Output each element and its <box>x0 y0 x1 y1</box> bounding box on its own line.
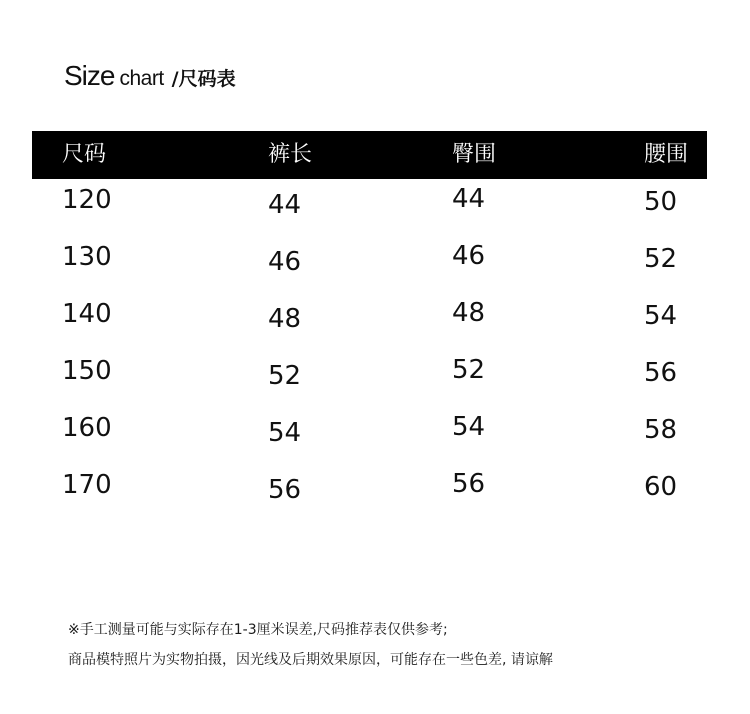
footnotes <box>68 620 728 680</box>
cell-pants-length: 46 <box>268 247 302 277</box>
cell-hip: 44 <box>452 184 486 214</box>
table-row <box>32 464 707 521</box>
cell-hip: 46 <box>452 241 486 271</box>
header-pants-length: 裤长 <box>268 142 313 167</box>
header-size: 尺码 <box>62 142 107 167</box>
cell-size: 130 <box>62 242 112 272</box>
cell-hip: 56 <box>452 469 486 499</box>
cell-waist: 50 <box>644 187 678 217</box>
cell-hip: 52 <box>452 355 486 385</box>
table-row <box>32 236 707 293</box>
cell-waist: 58 <box>644 415 678 445</box>
cell-pants-length: 52 <box>268 361 302 391</box>
cell-waist: 54 <box>644 301 678 331</box>
cell-waist: 52 <box>644 244 678 274</box>
title-chinese: /尺码表 <box>171 68 236 90</box>
title-chart-word: chart <box>119 67 164 90</box>
cell-size: 170 <box>62 470 112 500</box>
cell-waist: 60 <box>644 472 678 502</box>
cell-pants-length: 54 <box>268 418 302 448</box>
table-header <box>32 131 707 179</box>
measurement-error-note: ※手工测量可能与实际存在1-3厘米误差,尺码推荐表仅供参考; <box>68 622 448 638</box>
header-waist: 腰围 <box>644 142 689 167</box>
cell-size: 140 <box>62 299 112 329</box>
cell-pants-length: 56 <box>268 475 302 505</box>
table-row <box>32 179 707 236</box>
cell-pants-length: 48 <box>268 304 302 334</box>
size-chart-title <box>64 60 236 104</box>
cell-hip: 54 <box>452 412 486 442</box>
table-row <box>32 350 707 407</box>
cell-waist: 56 <box>644 358 678 388</box>
size-table <box>32 131 707 521</box>
title-size-word: Size <box>64 60 115 91</box>
cell-size: 120 <box>62 185 112 215</box>
header-hip: 臀围 <box>452 142 497 167</box>
cell-hip: 48 <box>452 298 486 328</box>
cell-size: 160 <box>62 413 112 443</box>
color-difference-note: 商品模特照片为实物拍摄，因光线及后期效果原因，可能存在一些色差, 请谅解 <box>68 652 553 668</box>
cell-pants-length: 44 <box>268 190 302 220</box>
table-row <box>32 407 707 464</box>
cell-size: 150 <box>62 356 112 386</box>
table-row <box>32 293 707 350</box>
